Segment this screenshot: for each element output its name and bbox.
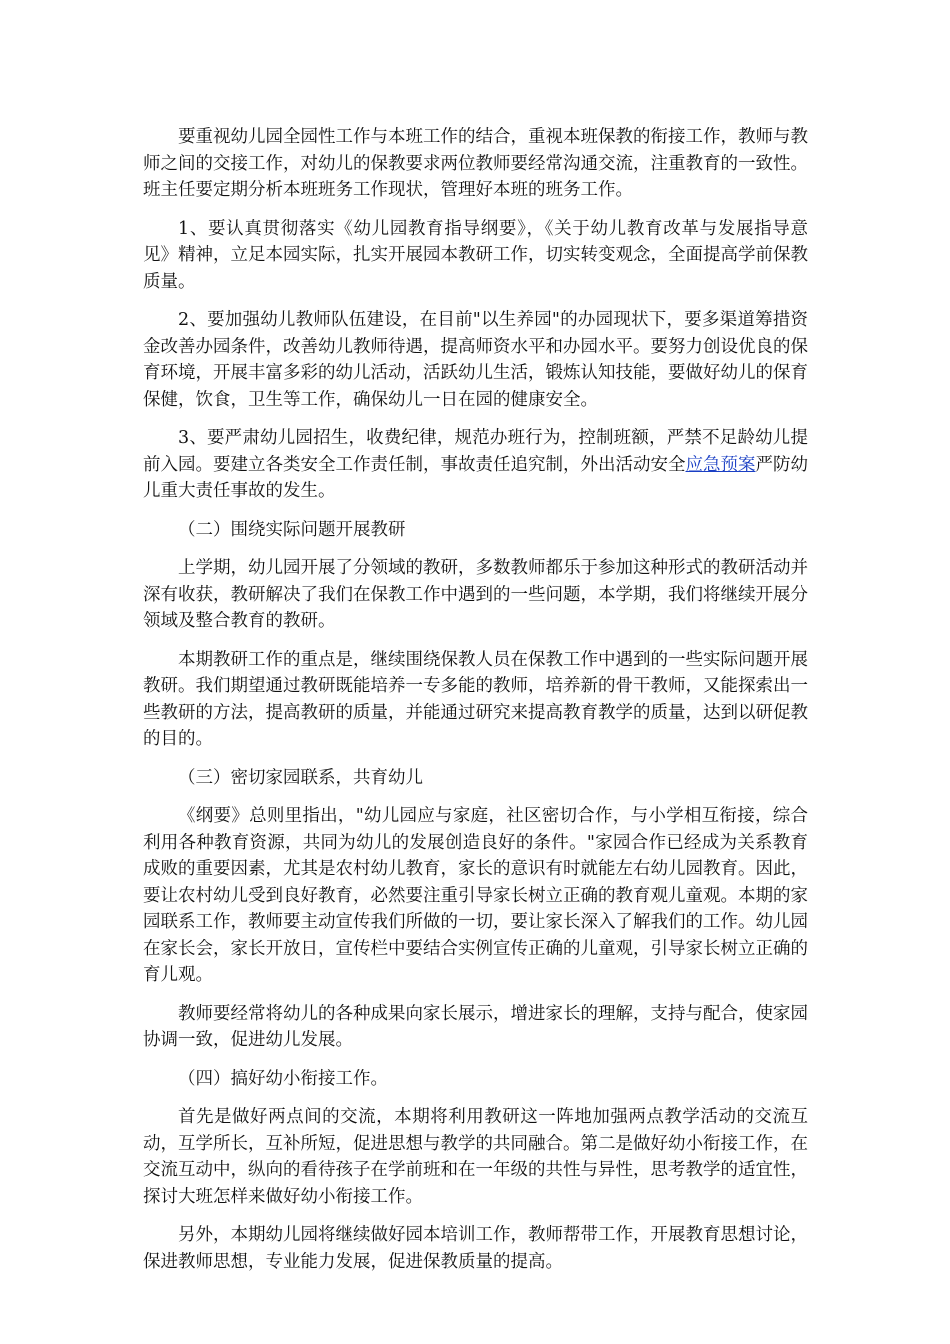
paragraph-class-coordination: 要重视幼儿园全园性工作与本班工作的结合，重视本班保教的衔接工作，教师与教师之间的交接工作，对幼儿的保教要求两位教师要经常沟通交流，注重教育的一致性。班主任要定期分析本班班务工作现状，管理好本班的班务工作。 bbox=[143, 127, 808, 200]
document-body bbox=[143, 124, 808, 1287]
paragraph-item-3-text-after: 严防幼儿重大责任事故的发生。 bbox=[143, 454, 808, 501]
paragraph-item-2: 2、要加强幼儿教师队伍建设，在目前"以生养园"的办园现状下，要多渠道筹措资金改善办园条件，改善幼儿教师待遇，提高师资水平和办园水平。要努力创设优良的保育环境，开展丰富多彩的幼儿活动，活跃幼儿生活，锻炼认知技能，要做好幼儿的保育保健，饮食，卫生等工作，确保幼儿一日在园的健康安全。 bbox=[143, 310, 808, 410]
paragraph-item-3 bbox=[143, 425, 808, 505]
paragraph-outline-quote: 《纲要》总则里指出，"幼儿园应与家庭，社区密切合作，与小学相互衔接，综合利用各种教育资源，共同为幼儿的发展创造良好的条件。"家园合作已经成为关系教育成败的重要因素，尤其是农村幼儿教育，家长的意识有时就能左右幼儿园教育。因此，要让农村幼儿受到良好教育，必然要注重引导家长树立正确的教育观儿童观。本期的家园联系工作，教师要主动宣传我们所做的一切，要让家长深入了解我们的工作。幼儿园在家长会，家长开放日，宣传栏中要结合实例宣传正确的儿童观，引导家长树立正确的育儿观。 bbox=[143, 806, 808, 985]
section-heading-4: （四）搞好幼小衔接工作。 bbox=[178, 1068, 388, 1089]
paragraph-show-results: 教师要经常将幼儿的各种成果向家长展示，增进家长的理解，支持与配合，使家园协调一致，促进幼儿发展。 bbox=[143, 1003, 808, 1050]
section-heading-3: （三）密切家园联系，共育幼儿 bbox=[178, 767, 423, 788]
paragraph-research-focus: 本期教研工作的重点是，继续围绕保教人员在保教工作中遇到的一些实际问题开展教研。我们期望通过教研既能培养一专多能的教师，培养新的骨干教师，又能探索出一些教研的方法，提高教研的质量，并能通过研究来提高教育教学的质量，达到以研促教的目的。 bbox=[143, 649, 808, 749]
paragraph-item-1: 1、要认真贯彻落实《幼儿园教育指导纲要》，《关于幼儿教育改革与发展指导意见》精神，立足本园实际，扎实开展园本教研工作，切实转变观念，全面提高学前保教质量。 bbox=[143, 218, 808, 292]
paragraph-exchange: 首先是做好两点间的交流，本期将利用教研这一阵地加强两点教学活动的交流互动，互学所长，互补所短，促进思想与教学的共同融合。第二是做好幼小衔接工作，在交流互动中，纵向的看待孩子在学前班和在一年级的共性与异性，思考教学的适宜性，探讨大班怎样来做好幼小衔接工作。 bbox=[143, 1107, 808, 1207]
section-heading-2: （二）围绕实际问题开展教研 bbox=[178, 519, 406, 540]
emergency-plan-link[interactable]: 应急预案 bbox=[685, 454, 756, 475]
paragraph-training: 另外，本期幼儿园将继续做好园本培训工作，教师帮带工作，开展教育思想讨论，保进教师思想，专业能力发展，促进保教质量的提高。 bbox=[143, 1225, 808, 1272]
paragraph-item-3-text-before: 3、要严肃幼儿园招生，收费纪律，规范办班行为，控制班额，严禁不足龄幼儿提前入园。要建立各类安全工作责任制，事故责任追究制，外出活动安全 bbox=[143, 428, 808, 475]
paragraph-last-semester: 上学期，幼儿园开展了分领域的教研，多数教师都乐于参加这种形式的教研活动并深有收获，教研解决了我们在保教工作中遇到的一些问题，本学期，我们将继续开展分领域及整合教育的教研。 bbox=[143, 558, 808, 631]
